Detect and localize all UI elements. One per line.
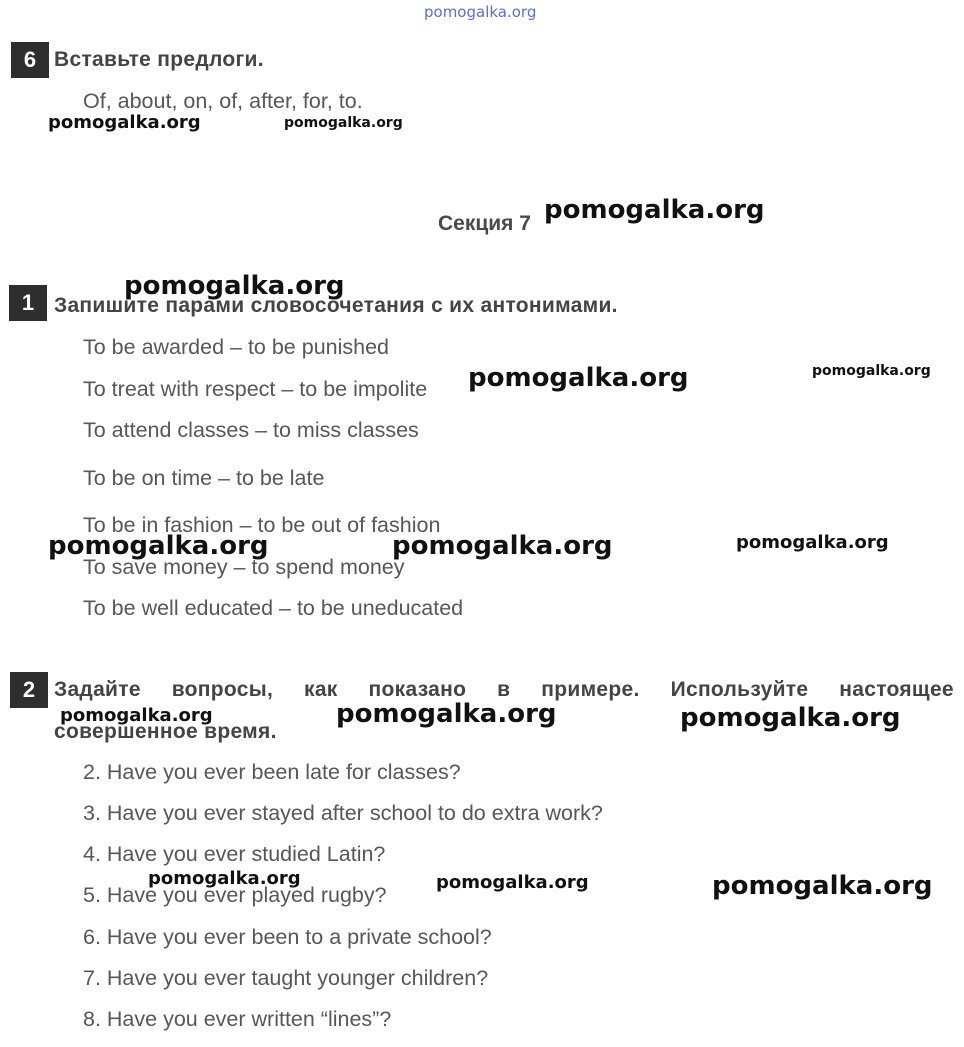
- task-2-line: 8. Have you ever written “lines”?: [83, 1007, 392, 1031]
- task-1-line: To be in fashion – to be out of fashion: [83, 513, 441, 537]
- watermark: pomogalka.org: [544, 195, 765, 225]
- task-1-line: To be awarded – to be punished: [83, 335, 390, 359]
- watermark: pomogalka.org: [680, 703, 901, 733]
- task-2-line: 7. Have you ever taught younger children?: [83, 966, 489, 990]
- task-2-title-word: в: [497, 678, 511, 701]
- task-1-line: To be on time – to be late: [83, 466, 325, 490]
- task-2-title-word: Задайте: [54, 678, 141, 701]
- task-2-line: 2. Have you ever been late for classes?: [83, 760, 461, 784]
- watermark: pomogalka.org: [148, 868, 301, 889]
- task-2-title-word: настоящее: [839, 678, 954, 701]
- watermark: pomogalka.org: [336, 699, 557, 729]
- task-2-title-word: как: [304, 678, 338, 701]
- task-2-title-line2: совершенное время.: [54, 720, 277, 743]
- watermark: pomogalka.org: [436, 872, 589, 893]
- watermark: pomogalka.org: [284, 115, 403, 131]
- task-2-title-word: Используйте: [670, 678, 809, 701]
- watermark: pomogalka.org: [48, 112, 201, 133]
- watermark: pomogalka.org: [392, 531, 613, 561]
- watermark: pomogalka.org: [124, 271, 345, 301]
- section-title: Секция 7: [438, 212, 531, 235]
- watermark: pomogalka.org: [712, 871, 933, 901]
- task-1-title: Запишите парами словосочетания с их антонимами.: [54, 294, 618, 317]
- task-1-line: To treat with respect – to be impolite: [83, 377, 428, 401]
- task-2-title-word: вопросы,: [171, 678, 274, 701]
- task-6-number: 6: [11, 42, 49, 78]
- task-6-title: Вставьте предлоги.: [54, 48, 264, 71]
- watermark: pomogalka.org: [48, 531, 269, 561]
- watermark-top: pomogalka.org: [424, 3, 537, 21]
- task-1-number: 1: [9, 285, 47, 321]
- task-2-title-word: показано: [368, 678, 467, 701]
- task-1-line: To be well educated – to be uneducated: [83, 596, 464, 620]
- task-6-answer: Of, about, on, of, after, for, to.: [83, 89, 363, 113]
- task-1-line: To save money – to spend money: [83, 555, 405, 579]
- watermark: pomogalka.org: [812, 363, 931, 379]
- task-2-line: 6. Have you ever been to a private school?: [83, 925, 492, 949]
- task-1-line: To attend classes – to miss classes: [83, 418, 419, 442]
- task-2-line: 3. Have you ever stayed after school to do extra work?: [83, 801, 603, 825]
- task-2-number: 2: [10, 672, 48, 708]
- task-2-line: 5. Have you ever played rugby?: [83, 883, 387, 907]
- watermark: pomogalka.org: [736, 532, 889, 553]
- watermark: pomogalka.org: [468, 363, 689, 393]
- watermark: pomogalka.org: [60, 705, 213, 726]
- task-2-title-word: примере.: [541, 678, 640, 701]
- task-2-line: 4. Have you ever studied Latin?: [83, 842, 386, 866]
